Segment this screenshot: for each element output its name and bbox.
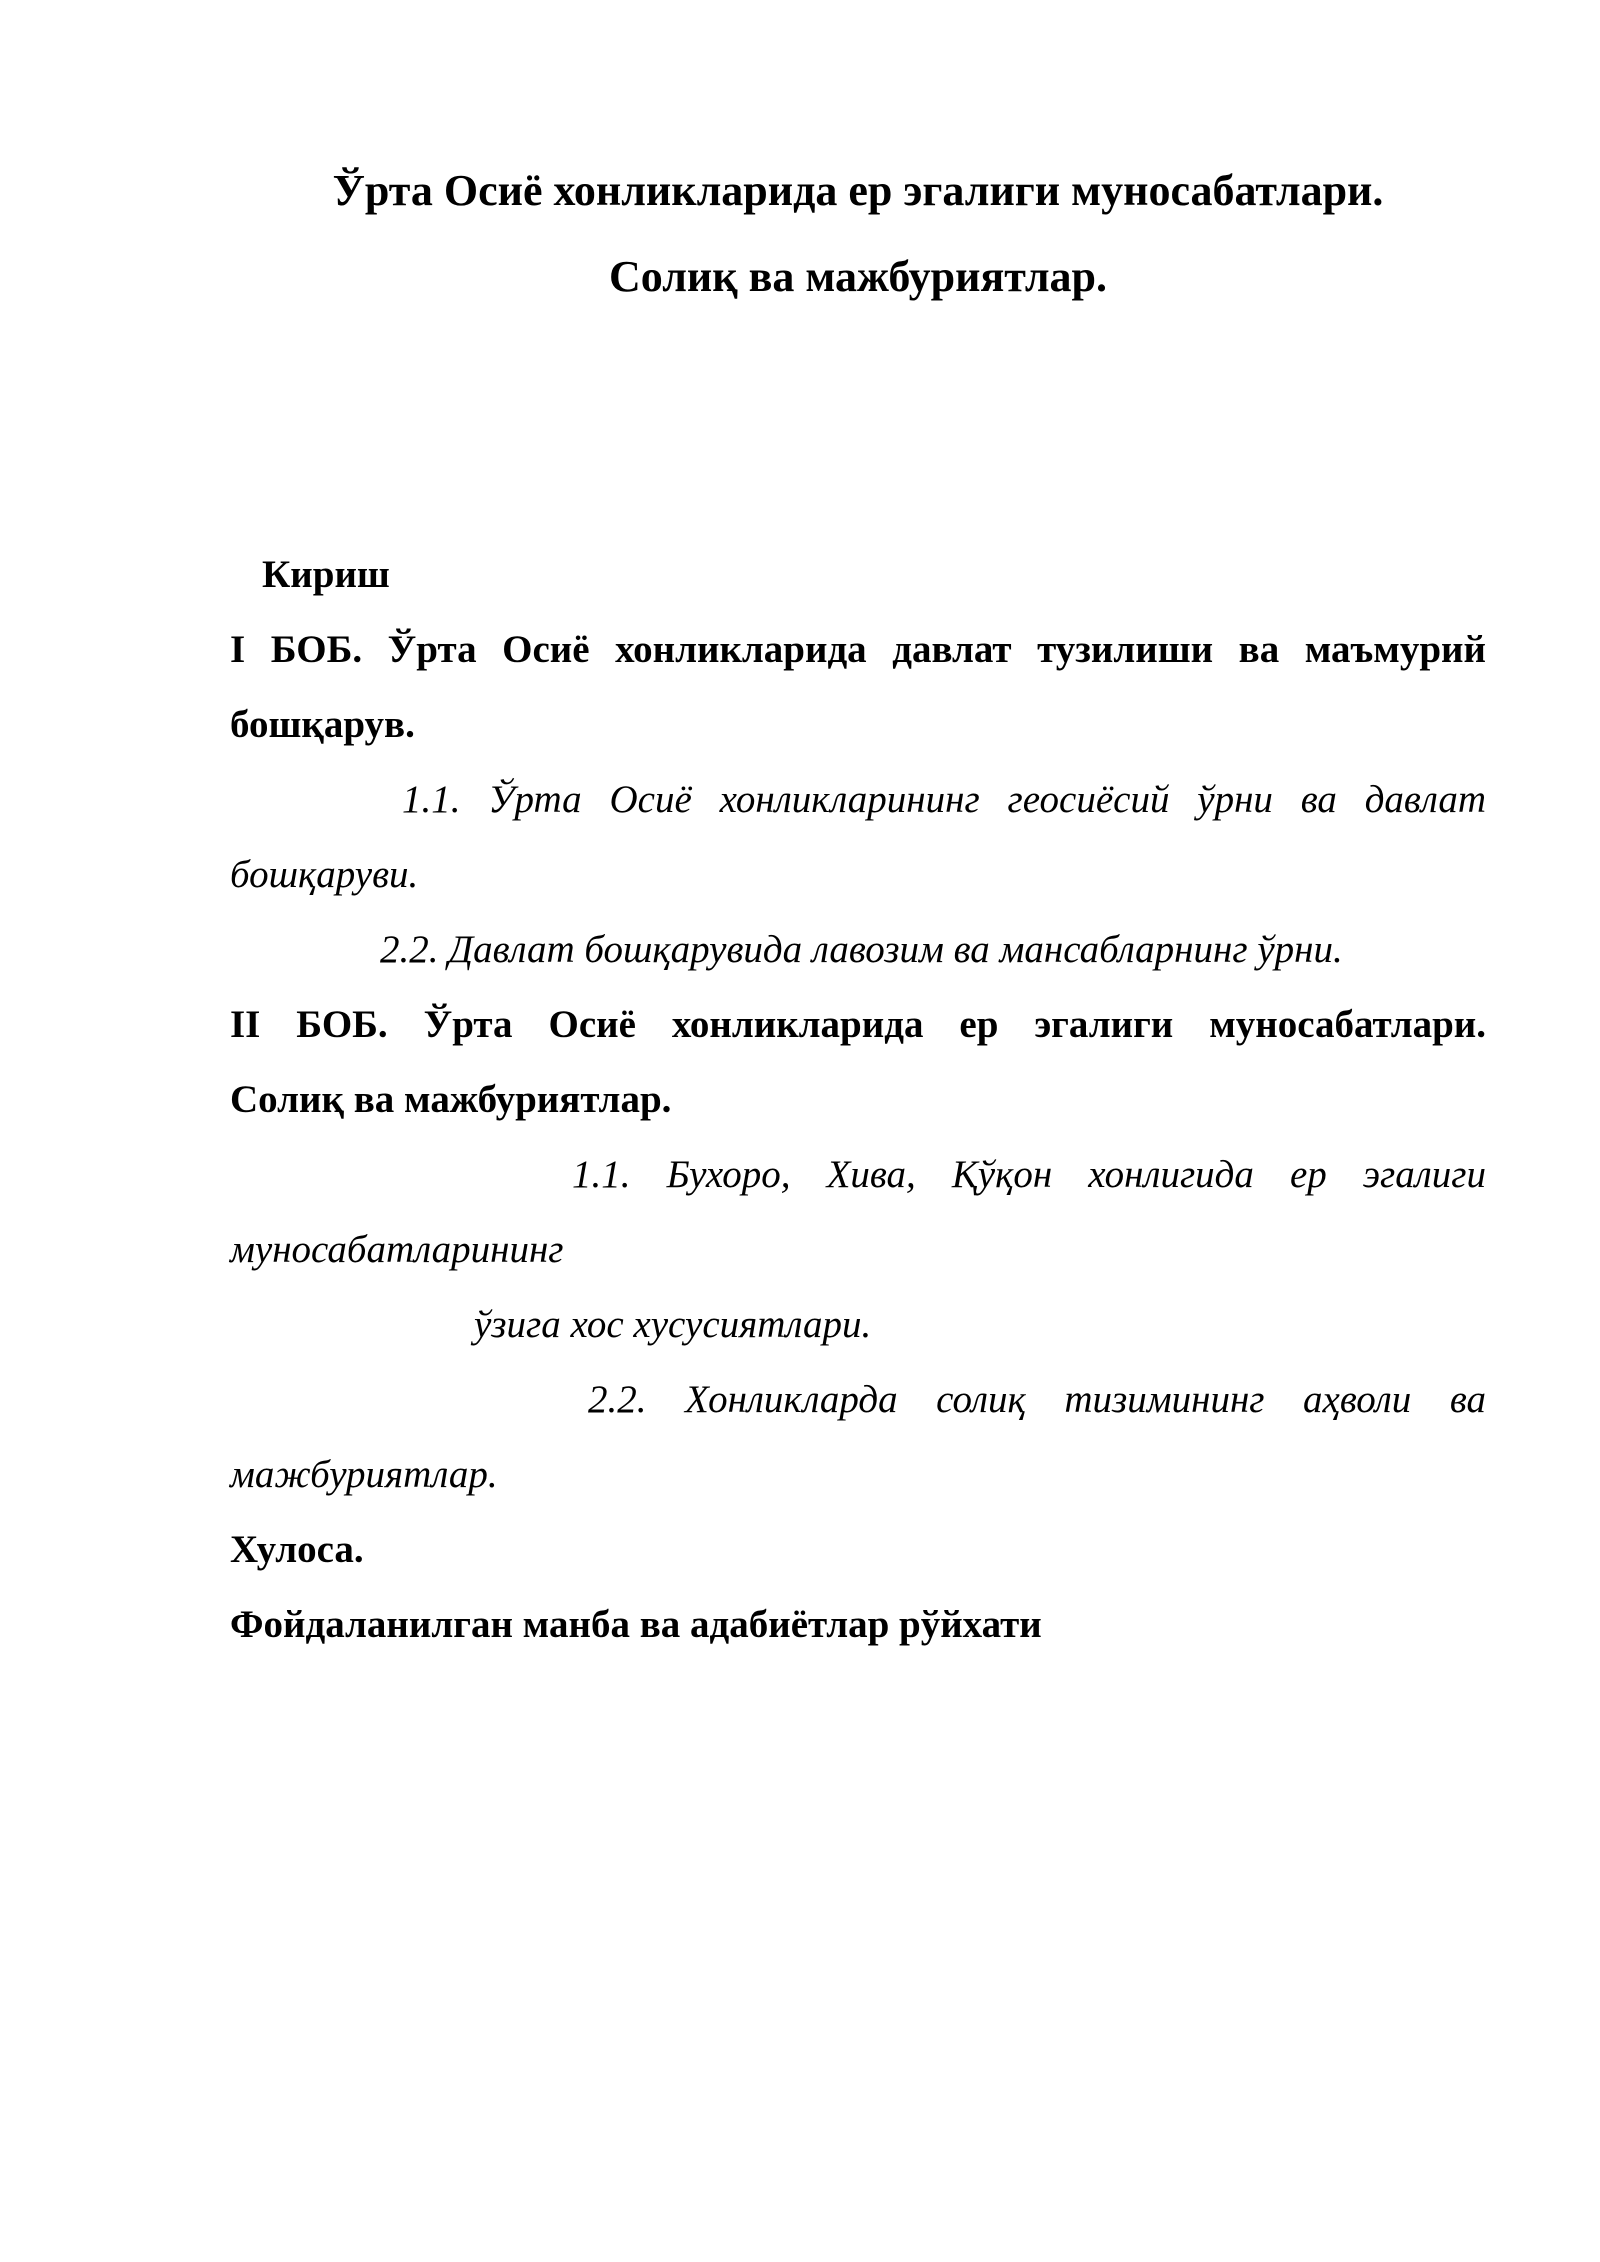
title-line-2: Солиқ ва мажбуриятлар. — [609, 252, 1107, 301]
toc-intro: Кириш — [262, 553, 390, 596]
toc-chapter-1-heading: I БОБ. Ўрта Осиё хонликларида давлат тузилиши ва маъмурий — [230, 628, 1486, 671]
toc-chapter-2-item-2-cont: мажбуриятлар. — [230, 1453, 498, 1496]
toc-conclusion: Хулоса. — [230, 1528, 364, 1571]
toc-references: Фойдаланилган манба ва адабиётлар рўйхати — [230, 1603, 1042, 1646]
toc-chapter-1-item-1: 1.1. Ўрта Осиё хонликларининг геосиёсий ўрни ва давлат — [402, 778, 1486, 821]
toc-chapter-2-item-1-cont-2: ўзига хос хусусиятлари. — [474, 1303, 872, 1346]
document-title — [230, 148, 1486, 320]
toc-chapter-2-item-1: 1.1. Бухоро, Хива, Қўқон хонлигида ер эгалиги — [572, 1153, 1486, 1196]
toc-chapter-1-item-1-cont: бошқаруви. — [230, 853, 419, 896]
toc-chapter-2-item-2: 2.2. Хонликларда солиқ тизимининг аҳволи ва — [588, 1378, 1486, 1421]
toc-chapter-1-item-2: 2.2. Давлат бошқарувида лавозим ва мансабларнинг ўрни. — [380, 928, 1343, 971]
title-line-1: Ўрта Осиё хонликларида ер эгалиги муносабатлари. — [332, 166, 1384, 215]
toc-chapter-1-heading-cont: бошқарув. — [230, 703, 415, 746]
toc-chapter-2-heading: II БОБ. Ўрта Осиё хонликларида ер эгалиги муносабатлари. — [230, 1003, 1486, 1046]
toc-chapter-2-heading-cont: Солиқ ва мажбуриятлар. — [230, 1078, 672, 1121]
table-of-contents — [230, 537, 1486, 1662]
toc-chapter-2-item-1-cont: муносабатларининг — [230, 1228, 564, 1271]
